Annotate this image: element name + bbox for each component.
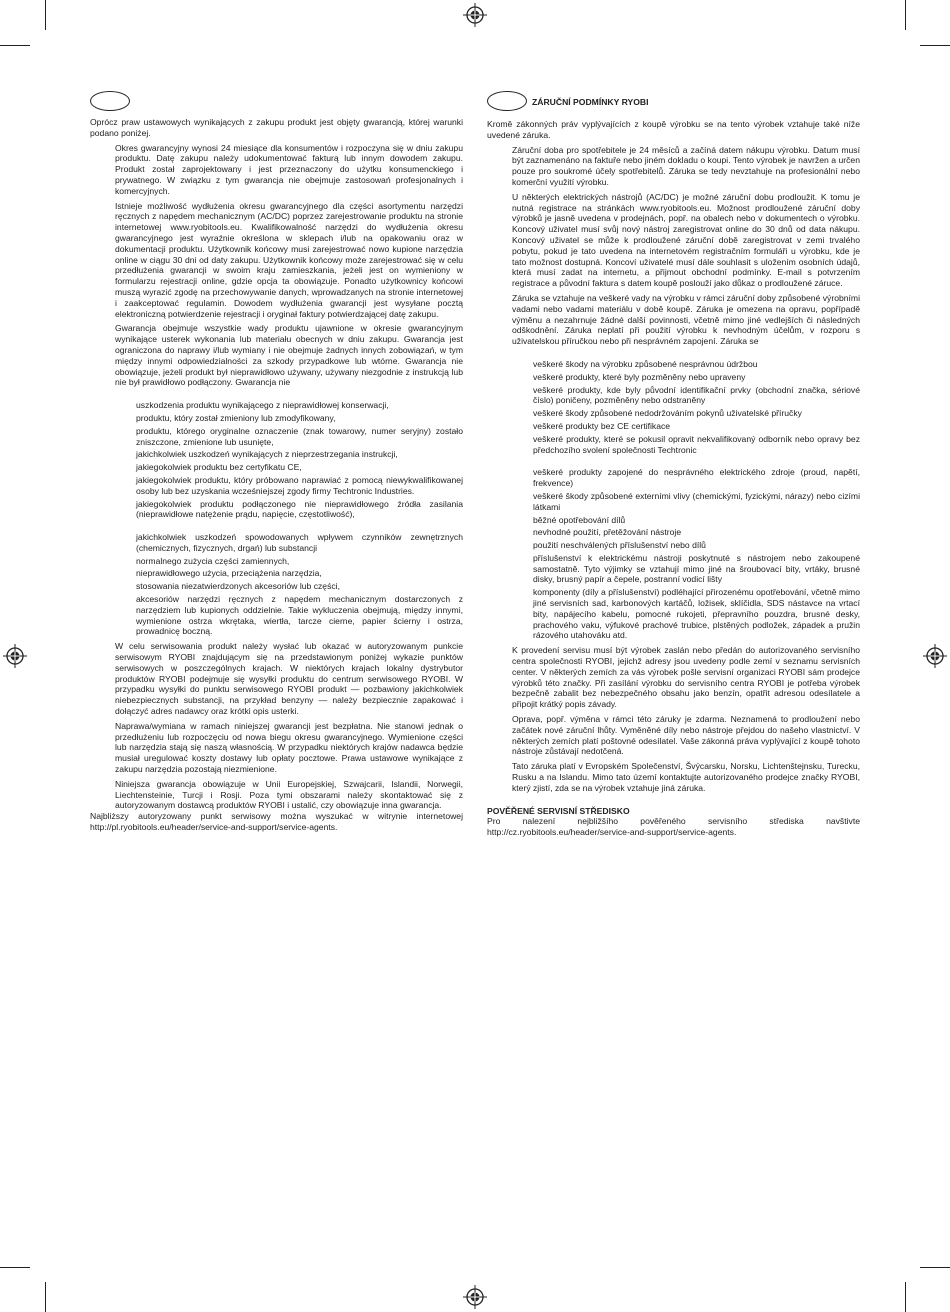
warranty-terms (487, 145, 860, 347)
list-item: jakiegokolwiek produktu bez certyfikatu CE, (136, 462, 302, 473)
registration-mark-icon (3, 644, 27, 668)
service-terms (90, 641, 463, 811)
list-item: veškeré produkty bez CE certifikace (533, 420, 671, 431)
paragraph: Istnieje możliwość wydłużenia okresu gwarancyjnego dla części asortymentu narzędzi ręcznych z napędem mechanicznym (AC/DC) poprzez zarejestrowanie produktu na stronie internetowej www.ryobitools.eu. Kwalifikowalność narzędzi do wydłużenia okresu gwarancyjnego jest wyraźnie określona w sklepach i/lub na opakowaniu oraz w dokumentacji produktu. Użytkownik końcowy musi zarejestrować nowo kupione narzędzia online w ciągu 30 dni od daty zakupu. Użytkownik końcowy może zarejestrować się w celu przedłużenia gwarancji w swoim kraju zamieszkania, jeżeli jest on wymieniony w formularzu rejestracji online, gdzie opcja ta obowiązuje. Ponadto użytkownicy końcowi muszą wyrazić zgodę na przechowywanie danych, wprowadzanych na stronie internetowej i zaakceptować regulamin. Dowodem wydłużenia gwarancji jest wysyłane pocztą elektroniczną potwierdzenie rejestracji i oryginał faktury potwierdzającej datę zakupu. (115, 200, 463, 319)
crop-mark (920, 1267, 950, 1268)
paragraph: Oprava, popř. výměna v rámci této záruky je zdarma. Neznamená to prodloužení nebo začátek nové záruční lhůty. Vyměněné díly nebo nástroje přejdou do našeho vlastnictví. V některých zemích platí poštovné odesílatel. Vaše zákonná práva vyplývající z koupě tohoto nástroje zůstávají nedotčená. (512, 714, 860, 757)
section-title: ZÁRUČNÍ PODMÍNKY RYOBI (532, 97, 649, 107)
list-item: veškeré produkty, kde byly původní identifikační prvky (obchodní značka, sériové číslo) poničeny, pozměněny nebo odstraněny (533, 384, 860, 406)
paragraph: Gwarancja obejmuje wszystkie wady produktu ujawnione w okresie gwarancyjnym wynikające usterek wykonania lub materiału obecnych w dniu zakupu. Gwarancja jest ograniczona do naprawy i/lub wymiany i nie obejmuje żadnych innych zobowiązań, w tym między innymi odpowiedzialności za szkody przypadkowe lub wtórne. Gwarancja nie obowiązuje, jeżeli produkt był nieprawidłowo używany, używany niezgodnie z instrukcją lub nie był prawidłowo podłączony. Gwarancja nie (115, 323, 463, 388)
exclusion-list (90, 400, 463, 637)
crop-mark (45, 0, 46, 30)
list-item: jakichkolwiek uszkodzeń wynikających z nieprzestrzegania instrukcji, (136, 449, 398, 460)
registration-mark-icon (923, 644, 947, 668)
paragraph: Záruka se vztahuje na veškeré vady na výrobku v rámci záruční doby způsobené výrobními vadami nebo vadami materiálu v době koupě. Záruka je omezena na opravu, popřípadě výměnu a nezahrnuje žádné další povinnosti, včetně mimo jiné vedlejších či následných odškodnění. Záruka neplatí při použití výrobku k nevhodným účelům, v rozporu s uživatelskou příručkou nebo při nesprávném zapojení. Záruka se (512, 292, 860, 347)
list-item: produktu, którego oryginalne oznaczenie (znak towarowy, numer seryjny) zostało zniszczone, zmienione lub usunięte, (136, 425, 463, 447)
service-locator-note: Pro nalezení nejbližšího pověřeného servisního střediska navštivte http://cz.ryobitools.eu/header/service-and-support/service-agents. (487, 816, 860, 838)
list-item: jakiegokolwiek produktu, który próbowano naprawiać z pomocą niewykwalifikowanej osoby lub bez uzyskania wcześniejszej zgody firmy Techtronic Industries. (136, 474, 463, 496)
list-spacer (533, 457, 860, 467)
paragraph: W celu serwisowania produkt należy wysłać lub okazać w autoryzowanym punkcie serwisowym RYOBI znajdującym się na przedstawionym poniżej wykazie punktów serwisowych w poszczególnych krajach. W niektórych krajach lokalny dystrybutor produktów RYOBI podejmuje się wysyłki produktu do centrum serwisowego RYOBI. W przypadku wysyłki do punktu serwisowego RYOBI produkt — pozbawiony jakichkolwiek niebezpiecznych substancji, na przykład benzyny — należy bezpiecznie zapakować i dołączyć adres nadawcy oraz krótki opis usterki. (115, 641, 463, 717)
list-item: veškeré škody na výrobku způsobené nesprávnou údržbou (533, 358, 758, 369)
list-item: veškeré škody způsobené nedodržováním pokynů uživatelské příručky (533, 408, 802, 419)
crop-mark (0, 45, 30, 46)
intro-paragraph: Oprócz praw ustawowych wynikających z zakupu produkt jest objęty gwarancją, której warunki podano poniżej. (90, 117, 463, 138)
paragraph: Tato záruka platí v Evropském Společenství, Švýcarsku, Norsku, Lichtenštejnsku, Turecku, Rusku a na Islandu. Mimo tato území kontaktujte autorizovaného prodejce značky RYOBI, který zjistí, zda se na výrobek vztahuje jiná záruka. (512, 761, 860, 793)
language-badge-oval (90, 91, 130, 111)
polish-warranty-column (90, 90, 463, 833)
list-item: akcesoriów narzędzi ręcznych z napędem mechanicznym dostarczonych z narzędziem lub kupionych oddzielnie. Takie wykluczenia obejmują, między innymi, wymienione ostrza wkrętaka, wiertła, tarcze cierne, papier ścierny i ostrza, prowadnicę boczną. (136, 594, 463, 637)
list-item: veškeré produkty, které byly pozměněny nebo upraveny (533, 371, 746, 382)
crop-mark (905, 0, 906, 30)
registration-mark-icon (463, 1285, 487, 1309)
list-item: produktu, który został zmieniony lub zmodyfikowany, (136, 412, 336, 423)
crop-mark (920, 45, 950, 46)
paragraph: Naprawa/wymiana w ramach niniejszej gwarancji jest bezpłatna. Nie stanowi jednak o przedłużeniu lub rozpoczęciu od nowa biegu okresu gwarancyjnego. Wymienione części lub narzędzia stają się naszą własnością. W przypadku niektórych krajów nadawca będzie musiał uregulować koszty dostawy lub opłaty pocztowe. Prawa ustawowe wynikające z zakupu narzędzia pozostają niezmienione. (115, 720, 463, 775)
intro-paragraph: Kromě zákonných práv vyplývajících z koupě výrobku se na tento výrobek vztahuje také níže uvedené záruka. (487, 119, 860, 140)
list-item: nieprawidłowego użycia, przeciążenia narzędzia, (136, 568, 322, 579)
language-badge-oval (487, 91, 527, 111)
list-item: normalnego zużycia części zamiennych, (136, 555, 290, 566)
service-center-heading: POVĚŘENÉ SERVISNÍ STŘEDISKO (487, 805, 630, 816)
list-item: uszkodzenia produktu wynikającego z nieprawidłowej konserwacji, (136, 400, 389, 411)
list-item: jakiegokolwiek produktu podłączonego nie nieprawidłowego źródła zasilania (nieprawidłowe natężenie prądu, napięcie, częstotliwość), (136, 498, 463, 520)
crop-mark (905, 1282, 906, 1312)
paragraph: Okres gwarancyjny wynosi 24 miesiące dla konsumentów i rozpoczyna się w dniu zakupu produktu. Datę zakupu należy udokumentować fakturą lub innym dowodem zakupu. Produkt został zaprojektowany i jest przeznaczony do użytku konsumenckiego i prywatnego. W związku z tym gwarancja nie obejmuje zastosowań profesjonalnych i komercyjnych. (115, 142, 463, 196)
service-terms (487, 645, 860, 793)
service-locator-note: Najbliższy autoryzowany punkt serwisowy można wyszukać w witrynie internetowej http://pl.ryobitools.eu/header/service-and-support/service-agents. (90, 811, 463, 833)
warranty-terms (90, 143, 463, 389)
exclusion-list (487, 359, 860, 641)
paragraph: Záruční doba pro spotřebitele je 24 měsíců a začíná datem nákupu výrobku. Datum musí být zaznamenáno na faktuře nebo jiném dokladu o koupi. Tento výrobek je navržen a určen pouze pro soukromé účely spotřebitelů. Záruka se tedy nevztahuje na profesionální nebo komerční využití výrobku. (512, 144, 860, 187)
list-item: komponenty (díly a příslušenství) podléhající přirozenému opotřebování, včetně mimo jiné servisních sad, karbonových kartáčů, ložisek, sklíčidla, SDS nástavce na vrtací bity, napájecího kabelu, pomocné rukojeti, přepravního pouzdra, brusné desky, prachového vaku, výfukové prachové trubice, plstěných podložek, západek a pružin rázového utahováku atd. (533, 587, 860, 641)
paragraph: K provedení servisu musí být výrobek zaslán nebo předán do autorizovaného servisního centra společnosti RYOBI, jejichž adresy jsou uvedeny podle zemí v seznamu servisních center. V některých zemích za vás výrobek pošle servisní organizaci RYOBI sám prodejce výrobků této značky. Při zasílání výrobku do servisního centra RYOBI je potřeba výrobek bezpečně zabalit bez nebezpečného obsahu jako benzín, opatřit adresou odesílatele a připojit krátký popis závady. (512, 645, 860, 710)
crop-mark (45, 1282, 46, 1312)
list-item: jakichkolwiek uszkodzeń spowodowanych wpływem czynników zewnętrznych (chemicznych, fizycznych, drgań) lub substancji (136, 532, 463, 553)
czech-warranty-column (487, 90, 860, 838)
list-item: použití neschválených příslušenství nebo dílů (533, 540, 706, 551)
list-item: veškeré produkty, které se pokusil opravit nekvalifikovaný odborník nebo opravy bez předchozího svolení společnosti Techtronic (533, 433, 860, 455)
list-item: běžné opotřebování dílů (533, 514, 626, 525)
crop-mark (0, 1267, 30, 1268)
list-item: nevhodné použití, přetěžování nástroje (533, 527, 682, 538)
paragraph: Niniejsza gwarancja obowiązuje w Unii Europejskiej, Szwajcarii, Islandii, Norwegii, Liechtensteinie, Turcji i Rosji. Poza tymi obszarami należy skontaktować się z autoryzowanym dostawcą produktów RYOBI i ustalić, czy obowiązuje inna gwarancja. (115, 778, 463, 811)
list-item: veškeré produkty zapojené do nesprávného elektrického zdroje (proud, napětí, frekvence) (533, 467, 860, 489)
list-item: příslušenství k elektrickému nástroji poskytnuté s nástrojem nebo zakoupené samostatně. Tyto výjimky se vztahují mimo jiné na šroubovací bity, vrtáky, brusné disky, brusný papír a čepele, postranní vodicí lišty (533, 552, 860, 585)
registration-mark-icon (463, 3, 487, 27)
list-item: veškeré škody způsobené externími vlivy (chemickými, fyzickými, nárazy) nebo cizími látkami (533, 490, 860, 512)
paragraph: U některých elektrických nástrojů (AC/DC) je možné záruční dobu prodloužit. K tomu je nutná registrace na stránkách www.ryobitools.eu. Možnost prodloužené záruční doby výrobků je jasně uvedena v prodejnách, popř. na obalech nebo v dokumentech o výrobku. Koncový uživatel musí svůj nový nástroj zaregistrovat online do 30 dnů od data nákupu. Koncový uživatel se může k prodloužené záruční době zaregistrovat v zemi trvalého pobytu, pokud je tato uvedena na internetovém registračním formuláři u výrobku, kde je tato možnost dostupná. Koncoví uživatelé musí dále souhlasit s uložením osobních údajů, která musí zadat na internetu, a přijmout obchodní podmínky. E-mail s potvrzením registrace a původní faktura s datem koupě poslouží jako důkaz o prodloužené záruce. (512, 191, 860, 289)
list-item: stosowania niezatwierdzonych akcesoriów lub części, (136, 581, 340, 592)
